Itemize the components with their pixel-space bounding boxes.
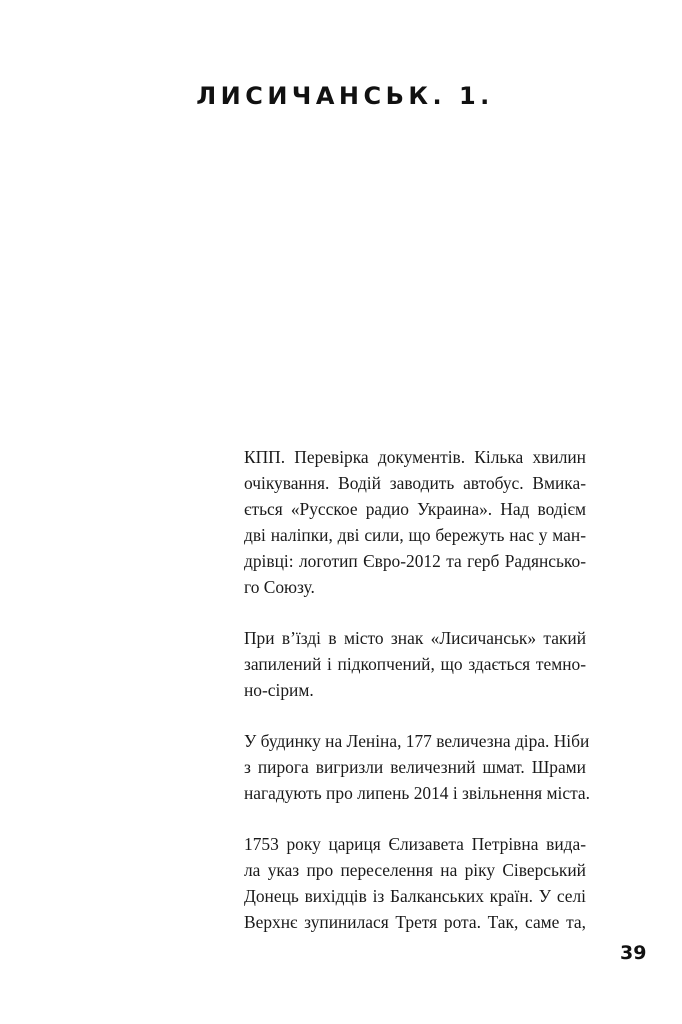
paragraph <box>244 444 586 600</box>
text-line: Донець вихідців із Балканських країн. У селі <box>244 886 586 906</box>
text-line: ла указ про переселення на ріку Сіверський <box>244 860 586 880</box>
text-line: 1753 року цариця Єлизавета Петрівна вида- <box>244 834 586 854</box>
text-line: КПП. Перевірка документів. Кілька хвилин <box>244 447 586 467</box>
paragraph <box>244 831 586 935</box>
body-text <box>244 444 590 960</box>
text-line: При в’їзді в місто знак «Лисичанськ» такий <box>244 628 586 648</box>
text-line: Верхнє зупинилася Третя рота. Так, саме та, <box>244 912 586 932</box>
text-line: дві наліпки, дві сили, що бережуть нас у ман- <box>244 525 586 545</box>
text-line: У будинку на Леніна, 177 величезна діра. Ніби <box>244 731 590 751</box>
page-number: 39 <box>620 942 647 964</box>
text-line: но-сірим. <box>244 680 314 700</box>
paragraph <box>244 625 586 703</box>
chapter-title: ЛИСИЧАНСЬК. 1. <box>196 82 494 110</box>
text-line: запилений і підкопчений, що здається темно- <box>244 654 586 674</box>
text-line: нагадують про липень 2014 і звільнення міста. <box>244 783 590 803</box>
text-line: з пирога вигризли величезний шмат. Шрами <box>244 757 586 777</box>
text-line: дрівці: логотип Євро-2012 та герб Радянсько- <box>244 551 586 571</box>
text-line: очікування. Водій заводить автобус. Вмика- <box>244 473 586 493</box>
text-line: го Союзу. <box>244 577 315 597</box>
paragraph <box>244 728 590 806</box>
text-line: ється «Русское радио Украина». Над водієм <box>244 499 586 519</box>
